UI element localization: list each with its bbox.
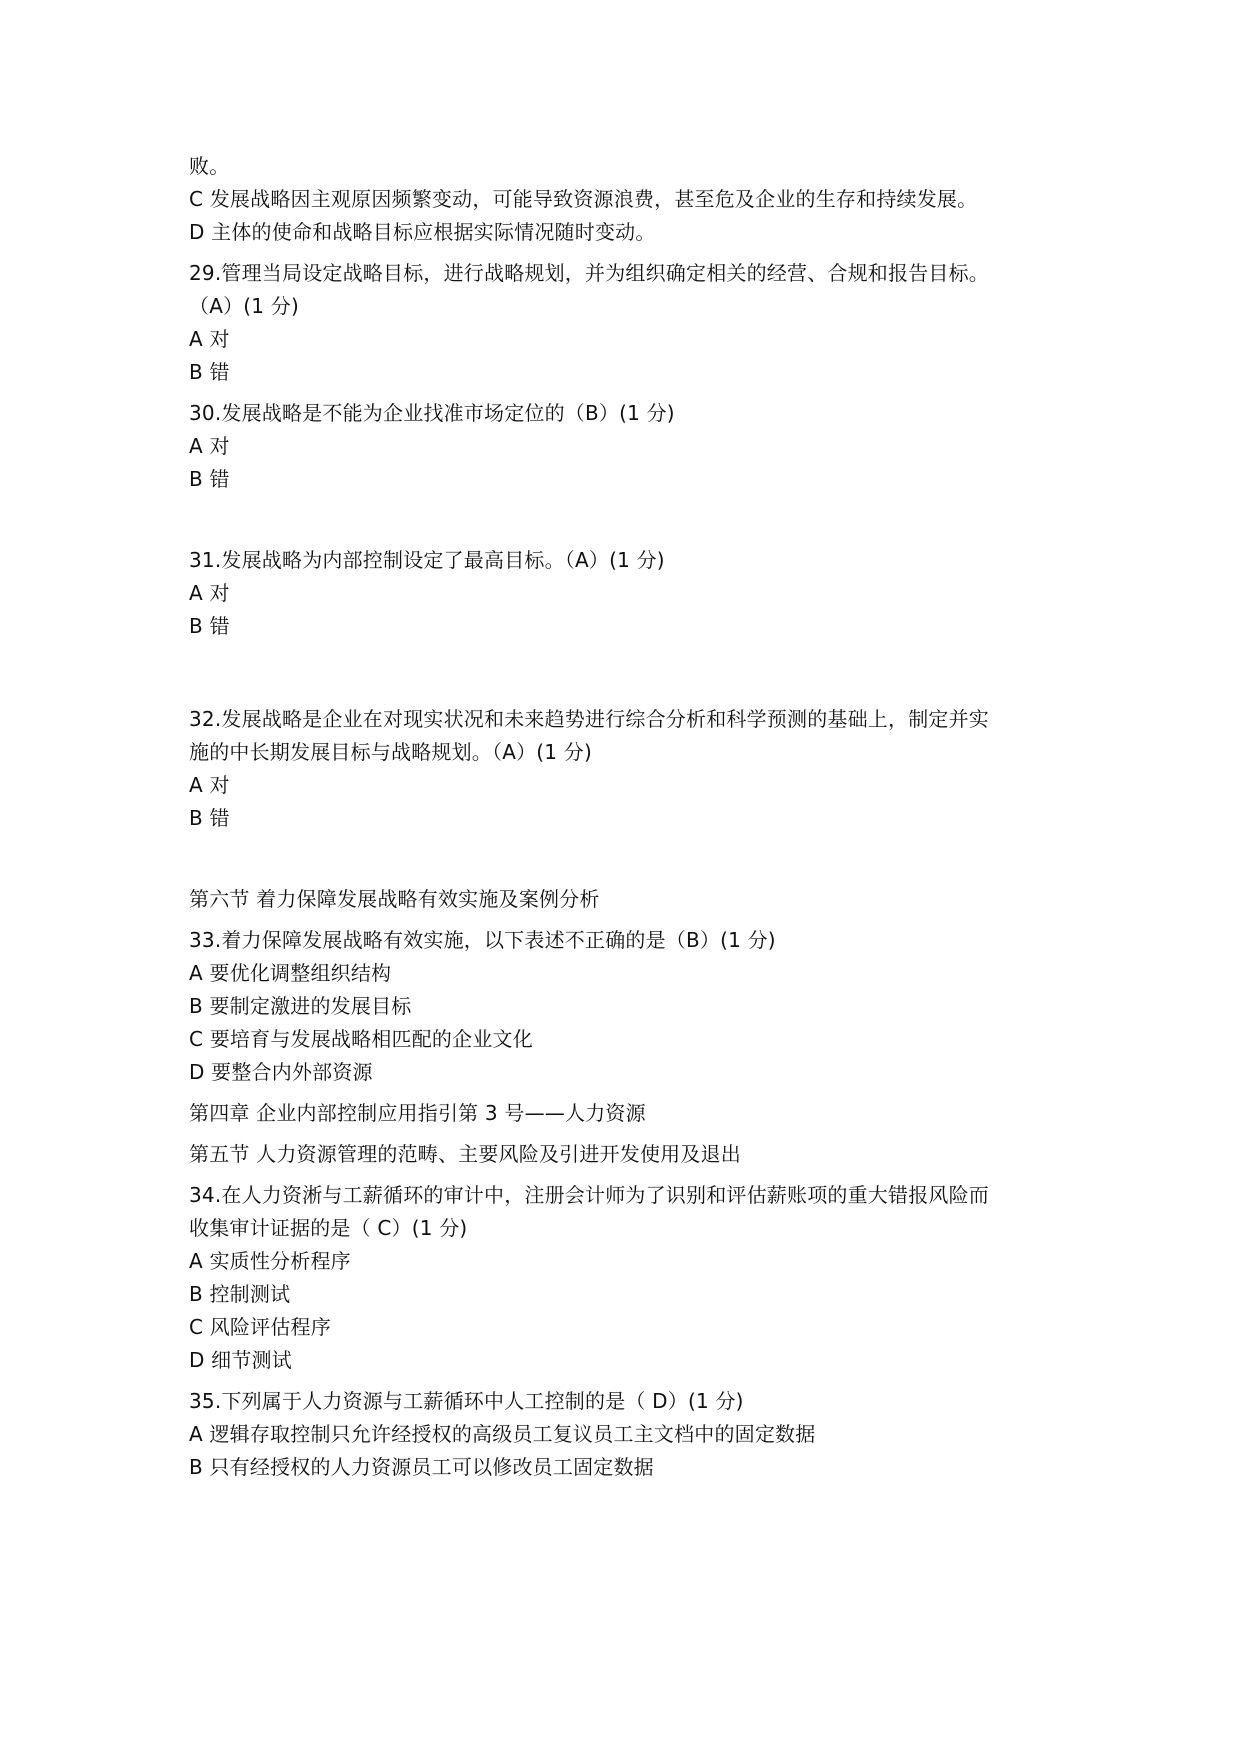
option-b: B 错: [189, 806, 230, 830]
option-a: A 实质性分析程序: [189, 1249, 351, 1273]
option-a: A 对: [189, 581, 230, 605]
chapter-heading-4: 第四章 企业内部控制应用指引第 3 号——人力资源: [189, 1101, 646, 1125]
continuation-text: 败。: [189, 154, 230, 178]
section-heading-6: 第六节 着力保障发展战略有效实施及案例分析: [189, 887, 600, 911]
question-text: 30.发展战略是不能为企业找准市场定位的（B）(1 分): [189, 401, 675, 425]
option-b: B 控制测试: [189, 1282, 291, 1306]
question-answer: （A）(1 分): [189, 294, 299, 318]
question-30: [189, 397, 1069, 496]
option-b: B 只有经授权的人力资源员工可以修改员工固定数据: [189, 1455, 654, 1479]
option-b: B 错: [189, 614, 230, 638]
question-35: [189, 1385, 1069, 1484]
question-text: 31.发展战略为内部控制设定了最高目标。（A）(1 分): [189, 548, 665, 572]
option-d: D 主体的使命和战略目标应根据实际情况随时变动。: [189, 220, 656, 244]
option-c: C 风险评估程序: [189, 1315, 331, 1339]
question-text: 34.在人力资淅与工薪循环的审计中，注册会计师为了识别和评估薪账项的重大错报风险而: [189, 1183, 990, 1207]
question-text: 35.下列属于人力资源与工薪循环中人工控制的是（ D）(1 分): [189, 1389, 744, 1413]
question-text: 29.管理当局设定战略目标，进行战略规划，并为组织确定相关的经营、合规和报告目标。: [189, 261, 990, 285]
option-c: C 要培育与发展战略相匹配的企业文化: [189, 1027, 533, 1051]
question-29: [189, 257, 1069, 389]
option-b: B 要制定激进的发展目标: [189, 994, 412, 1018]
question-text: 33.着力保障发展战略有效实施，以下表述不正确的是（B）(1 分): [189, 928, 776, 952]
question-text-cont: 施的中长期发展目标与战略规划。（A）(1 分): [189, 740, 592, 764]
option-a: A 对: [189, 434, 230, 458]
question-31: [189, 544, 1069, 643]
option-d: D 要整合内外部资源: [189, 1060, 373, 1084]
question-32: [189, 703, 1069, 835]
question-34: [189, 1179, 1069, 1377]
option-d: D 细节测试: [189, 1348, 292, 1372]
option-c: C 发展战略因主观原因频繁变动，可能导致资源浪费，甚至危及企业的生存和持续发展。: [189, 187, 978, 211]
option-a: A 逻辑存取控制只允许经授权的高级员工复议员工主文档中的固定数据: [189, 1422, 816, 1446]
section-heading-5: 第五节 人力资源管理的范畴、主要风险及引进开发使用及退出: [189, 1142, 741, 1166]
option-b: B 错: [189, 467, 230, 491]
option-b: B 错: [189, 360, 230, 384]
option-a: A 对: [189, 773, 230, 797]
option-a: A 要优化调整组织结构: [189, 961, 392, 985]
question-text-cont: 收集审计证据的是（ C）(1 分): [189, 1216, 468, 1240]
option-a: A 对: [189, 327, 230, 351]
document-page: [189, 150, 1069, 1484]
question-text: 32.发展战略是企业在对现实状况和未来趋势进行综合分析和科学预测的基础上，制定并实: [189, 707, 990, 731]
question-33: [189, 924, 1069, 1089]
